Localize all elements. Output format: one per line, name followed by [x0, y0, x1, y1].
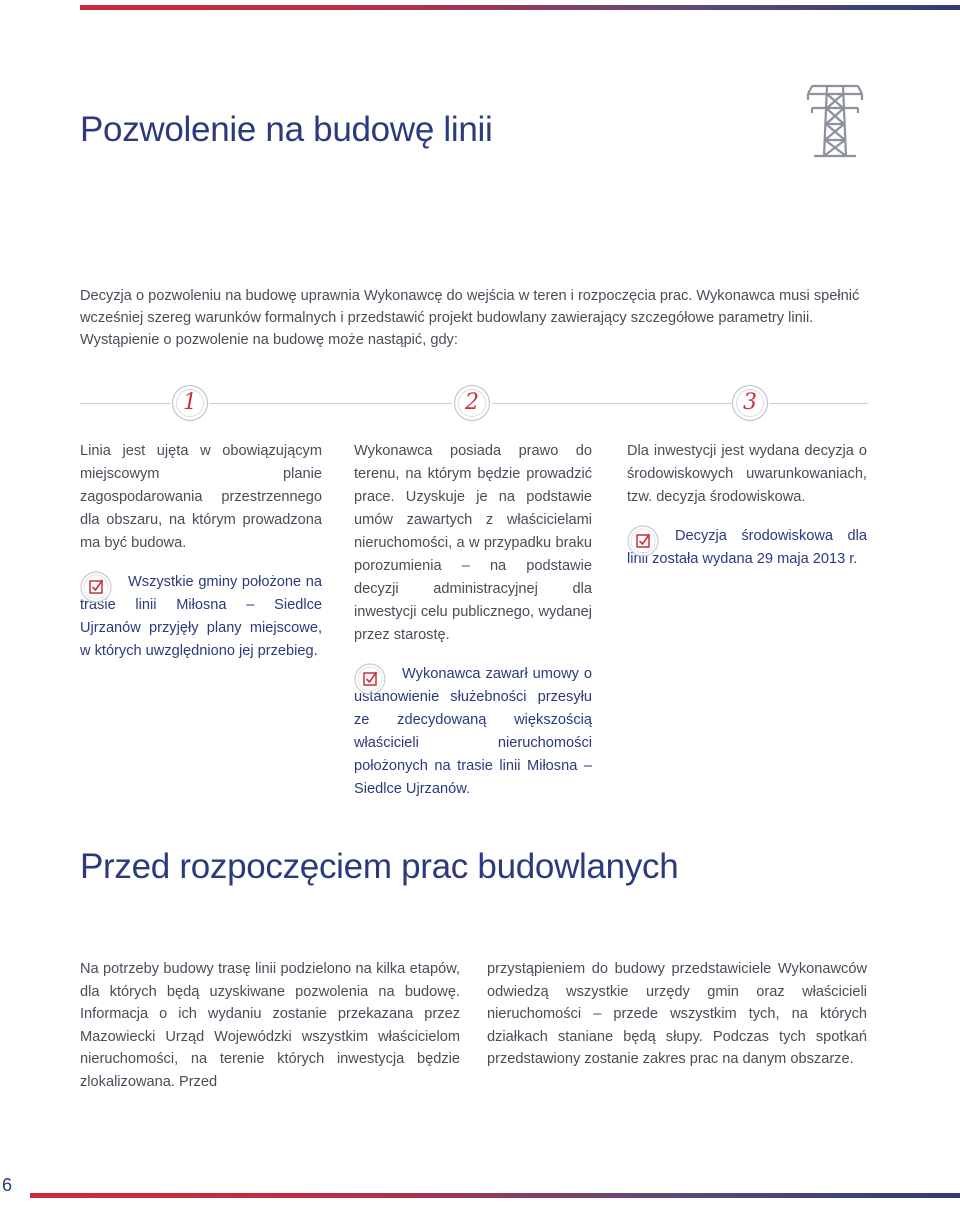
divider	[210, 403, 452, 404]
step-column-3	[627, 440, 867, 571]
checklist-icon	[354, 663, 386, 695]
step-note-text: Decyzja środowiskowa dla linii została wydana 29 maja 2013 r.	[627, 528, 867, 567]
page-title: Pozwolenie na budowę linii	[80, 110, 493, 149]
checklist-icon	[80, 571, 112, 603]
step-note-text: Wszystkie gminy położone na trasie linii Miłosna – Siedlce Ujrzanów przyjęły plany miejscowe, w których uwzględniono jej przebieg.	[80, 574, 322, 659]
step-text: Linia jest ujęta w obowiązującym miejscowym planie zagospodarowania przestrzennego dla obszaru, na którym prowadzona ma być budowa.	[80, 443, 322, 551]
step-note-text: Wykonawca zawarł umowy o ustanowienie służebności przesyłu ze zdecydowaną większością właścicieli nieruchomości położonych na trasie linii Miłosna – Siedlce Ujrzanów.	[354, 666, 592, 797]
step-column-1	[80, 440, 322, 663]
step-column-2	[354, 440, 592, 801]
step-note	[354, 663, 592, 801]
step-note	[627, 525, 867, 571]
page-number: 6	[1, 1175, 12, 1195]
divider	[492, 403, 732, 404]
section2-left-column	[80, 958, 460, 1093]
bottom-accent-bar	[30, 1193, 960, 1198]
section2-text: Na potrzeby budowy trasę linii podzielono na kilka etapów, dla których będą uzyskiwane pozwolenia na budowę. Informacja o ich wydaniu zostanie przekazana przez Mazowiecki Urząd Wojewódzki wszystkim właścicielom nieruchomości, na terenie których inwestycja będzie zlokalizowana. Przed	[80, 961, 460, 1090]
step-text: Wykonawca posiada prawo do terenu, na którym będzie prowadzić prace. Uzyskuje je na podstawie umów zawartych z właścicielami nieruchomości, a w przypadku braku porozumienia – na podstawie decyzji administracyjnej dla inwestycji celu publicznego, wydanej przez starostę.	[354, 443, 592, 643]
intro-paragraph: Decyzja o pozwoleniu na budowę uprawnia Wykonawcę do wejścia w teren i rozpoczęcia prac. Wykonawca musi spełnić wcześniej szereg warunków formalnych i przedstawić projekt budowlany zawierający szczegółowe parametry linii. Wystąpienie o pozwolenie na budowę może nastąpić, gdy:	[80, 288, 860, 348]
step-text: Dla inwestycji jest wydana decyzja o środowiskowych uwarunkowaniach, tzw. decyzja środowiskowa.	[627, 443, 867, 505]
step-number-badge: 1	[172, 385, 208, 421]
step-number-badge: 2	[454, 385, 490, 421]
step-note	[80, 571, 322, 663]
power-tower-icon	[806, 82, 864, 158]
step-number-badge: 3	[732, 385, 768, 421]
checklist-icon	[627, 525, 659, 557]
top-accent-bar	[80, 5, 960, 10]
section2-right-column	[487, 958, 867, 1071]
section2-text: przystąpieniem do budowy przedstawiciele Wykonawców odwiedzą wszystkie urzędy gmin oraz właścicieli nieruchomości – przede wszystkim tych, na których działkach staniane będą słupy. Podczas tych spotkań przedstawiony zostanie zakres prac na danym obszarze.	[487, 961, 867, 1067]
section-title: Przed rozpoczęciem prac budowlanych	[80, 847, 679, 886]
divider	[80, 403, 170, 404]
divider	[770, 403, 868, 404]
